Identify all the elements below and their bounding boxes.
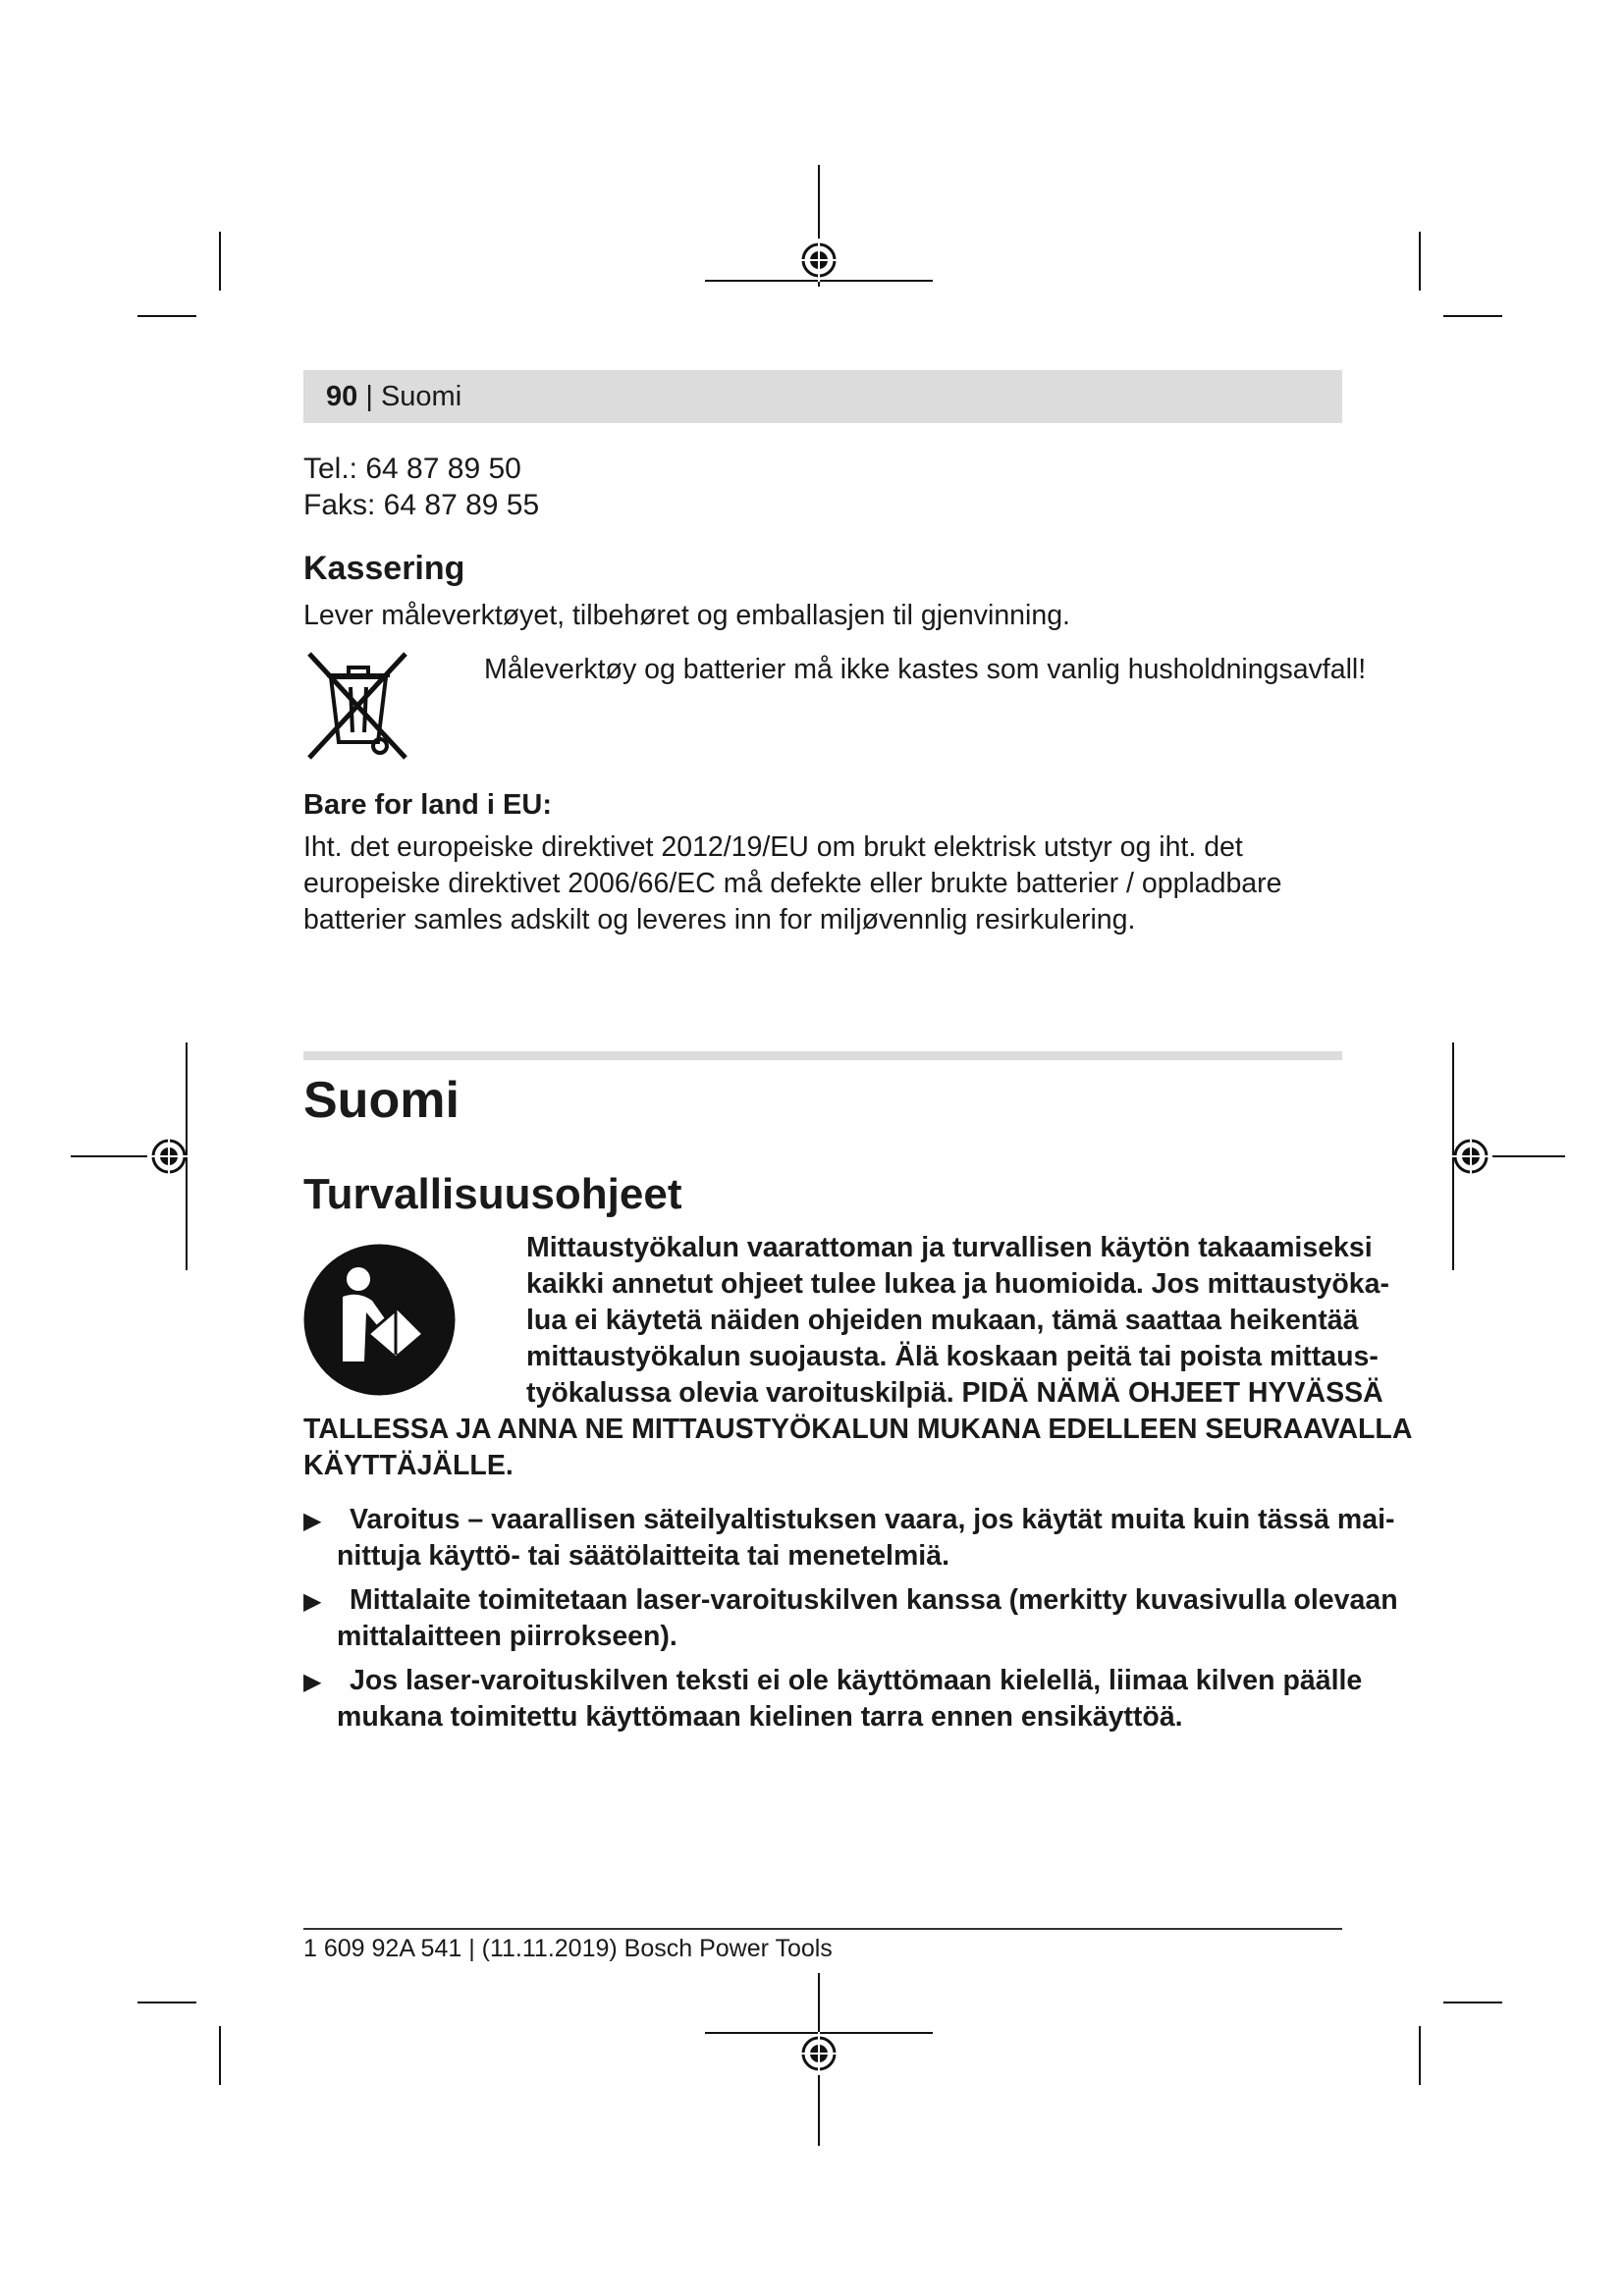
bullet-triangle-icon: ▶	[303, 1508, 322, 1534]
intro-line: kaikki annetut ohjeet tulee lukea ja huomioida. Jos mittaustyöka-	[526, 1268, 1389, 1300]
contact-tel: Tel.: 64 87 89 50	[303, 453, 521, 485]
crossed-out-wheelie-bin-icon	[303, 648, 413, 762]
eu-line: batterier samles adskilt og leveres inn for miljøvennlig resirkulering.	[303, 904, 1136, 935]
page-number: 90	[326, 381, 358, 412]
intro-line: mittaustyökalun suojausta. Älä koskaan peitä tai poista mittaus-	[526, 1341, 1379, 1372]
bullet-text: Varoitus – vaarallisen säteilyaltistuksen vaara, jos käytät muita kuin tässä mai-	[350, 1504, 1395, 1535]
registration-mark-icon	[797, 239, 840, 282]
contact-fax: Faks: 64 87 89 55	[303, 489, 540, 521]
registration-mark-icon	[1449, 1135, 1492, 1178]
disposal-heading: Kassering	[303, 550, 465, 587]
intro-line: lua ei käytetä näiden ohjeiden mukaan, tämä saattaa heikentää	[526, 1305, 1359, 1336]
bullet-text: Jos laser-varoituskilven teksti ei ole käyttömaan kielellä, liimaa kilven päälle	[350, 1665, 1363, 1696]
section-title: Suomi	[303, 1072, 460, 1129]
bullet-text: mittalaitteen piirrokseen).	[337, 1621, 677, 1652]
read-manual-icon	[303, 1244, 456, 1396]
intro-line: TALLESSA JA ANNA NE MITTAUSTYÖKALUN MUKANA EDELLEEN SEURAAVALLA	[303, 1414, 1413, 1445]
section-subtitle: Turvallisuusohjeet	[303, 1170, 682, 1218]
bullet-triangle-icon: ▶	[303, 1669, 322, 1695]
eu-line: Iht. det europeiske direktivet 2012/19/EU om brukt elektrisk utstyr og iht. det	[303, 831, 1243, 863]
footer-rule	[303, 1928, 1342, 1930]
header-language: Suomi	[380, 381, 462, 412]
eu-line: europeiske direktivet 2006/66/EC må defekte eller brukte batterier / oppladbare	[303, 868, 1282, 899]
header-separator: |	[365, 381, 373, 412]
disposal-text: Lever måleverktøyet, tilbehøret og emballasjen til gjenvinning.	[303, 600, 1070, 631]
eu-heading: Bare for land i EU:	[303, 789, 552, 821]
contact-block	[303, 451, 539, 523]
bullet-text: mukana toimitettu käyttömaan kielinen tarra ennen ensikäyttöä.	[337, 1701, 1183, 1733]
weee-note: Måleverktøy og batterier må ikke kastes som vanlig husholdningsavfall!	[484, 654, 1367, 685]
intro-line: Mittaustyökalun vaarattoman ja turvallisen käytön takaamiseksi	[526, 1232, 1373, 1263]
bullet-text: nittuja käyttö- tai säätölaitteita tai menetelmiä.	[337, 1540, 949, 1572]
page-footer: 1 609 92A 541 | (11.11.2019) Bosch Power Tools	[303, 1935, 833, 1962]
registration-mark-icon	[797, 2032, 840, 2075]
intro-line: KÄYTTÄJÄLLE.	[303, 1450, 514, 1481]
registration-mark-icon	[147, 1135, 190, 1178]
section-divider	[303, 1051, 1342, 1060]
bullet-triangle-icon: ▶	[303, 1588, 322, 1615]
page-header	[326, 380, 461, 413]
intro-line: työkalussa olevia varoituskilpiä. PIDÄ NÄMÄ OHJEET HYVÄSSÄ	[526, 1377, 1383, 1409]
eu-paragraph	[303, 829, 1282, 938]
bullet-text: Mittalaite toimitetaan laser-varoituskilven kanssa (merkitty kuvasivulla olevaan	[350, 1584, 1398, 1616]
